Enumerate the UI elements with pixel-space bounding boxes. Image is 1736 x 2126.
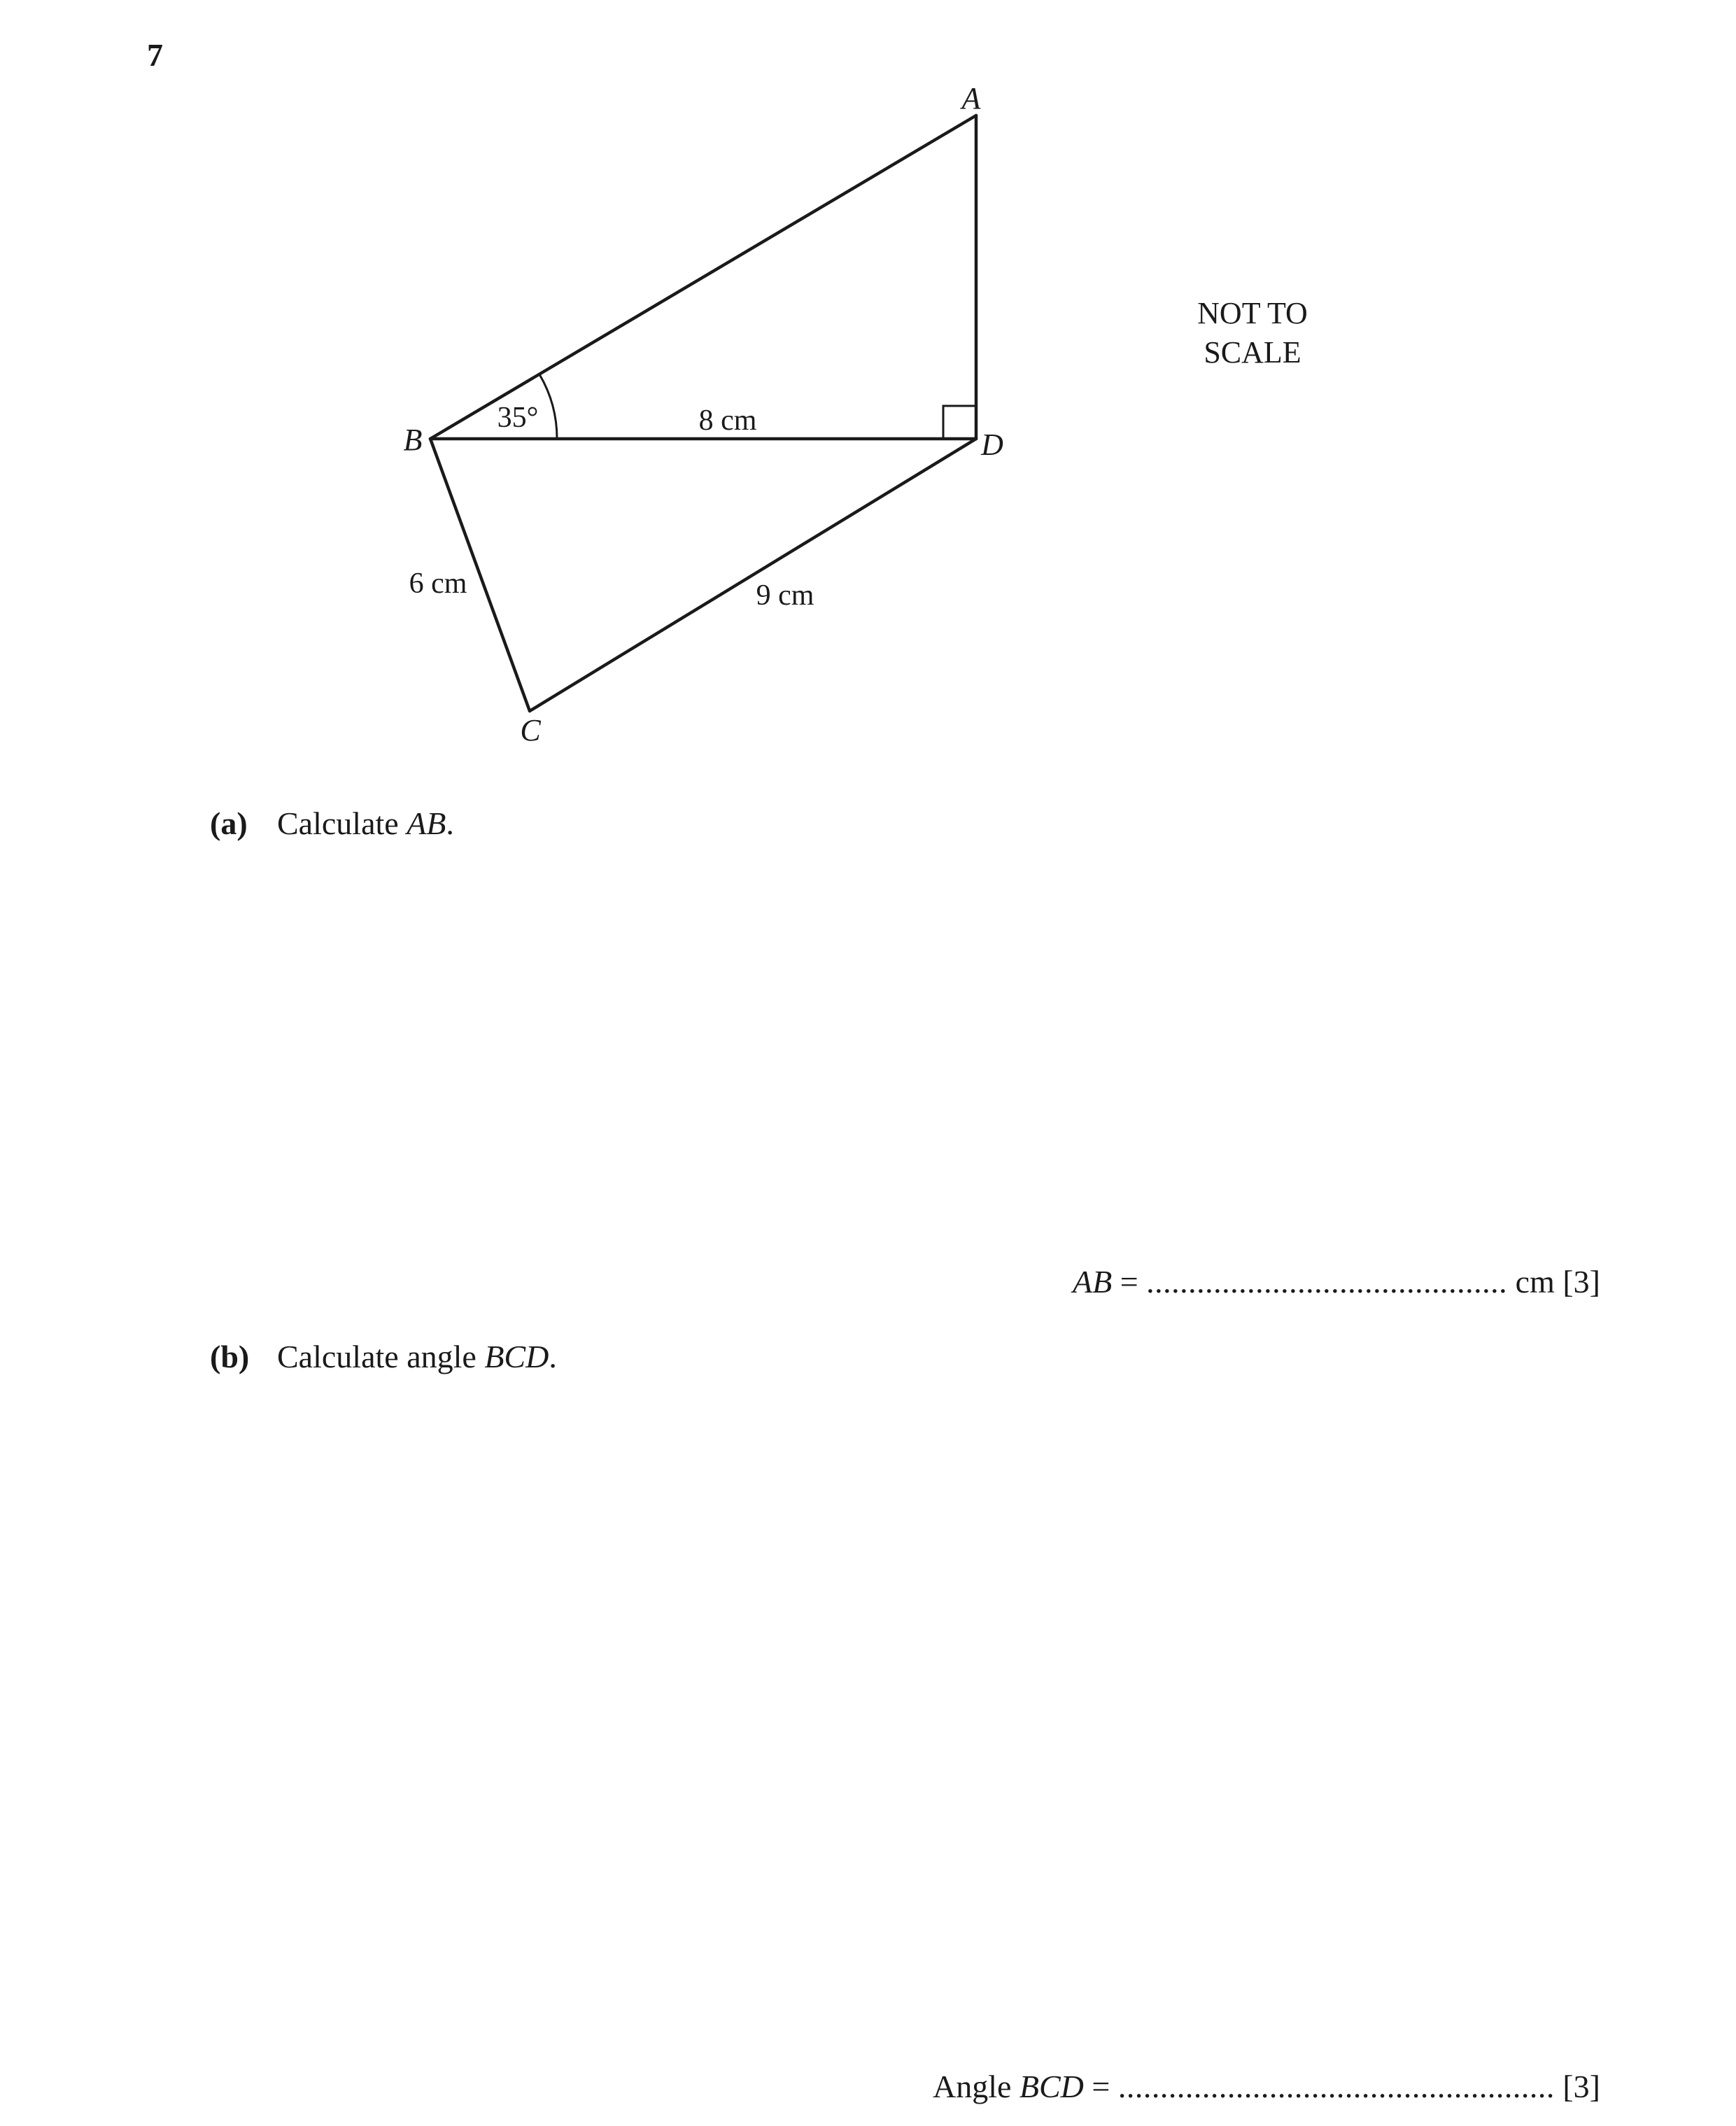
- part-b-text-prefix: Calculate angle: [277, 1339, 485, 1374]
- angle-arc-b: [539, 374, 557, 439]
- part-a-answer-eq: =: [1112, 1264, 1147, 1300]
- part-a-label: (a): [210, 805, 248, 841]
- vertex-label-b: B: [403, 423, 423, 457]
- part-a-answer-var: AB: [1073, 1264, 1113, 1300]
- side-label-cd: 9 cm: [756, 579, 814, 612]
- part-b-question: [210, 1338, 557, 1375]
- part-a-answer-unit-marks: cm [3]: [1507, 1264, 1600, 1300]
- part-b-answer-eq: =: [1083, 2069, 1118, 2104]
- right-angle-marker: [943, 406, 976, 439]
- part-b-answer-var: BCD: [1019, 2069, 1084, 2104]
- note-line-2: SCALE: [1204, 335, 1301, 369]
- side-label-bc: 6 cm: [409, 568, 467, 600]
- triangle-diagram: [0, 0, 1736, 784]
- part-a-text-prefix: Calculate: [277, 805, 407, 841]
- vertex-label-c: C: [520, 713, 541, 747]
- part-b-answer-line[interactable]: [933, 2068, 1600, 2105]
- not-to-scale-note: [1183, 294, 1322, 372]
- part-a-question: [210, 805, 454, 842]
- part-a-text-suffix: .: [446, 805, 454, 841]
- note-line-1: NOT TO: [1197, 296, 1308, 330]
- vertex-label-a: A: [961, 81, 981, 115]
- part-a-text-var: AB: [407, 805, 446, 841]
- part-a-answer-blank[interactable]: ...........................................: [1146, 1264, 1508, 1300]
- part-b-answer-blank[interactable]: ....................................................: [1117, 2069, 1555, 2104]
- side-label-bd: 8 cm: [698, 404, 757, 437]
- part-b-text-suffix: .: [549, 1339, 557, 1374]
- part-b-answer-marks: [3]: [1554, 2069, 1600, 2104]
- part-a-answer-line[interactable]: [1073, 1263, 1600, 1300]
- part-b-text-var: BCD: [484, 1339, 549, 1374]
- vertex-label-d: D: [981, 428, 1003, 462]
- edge-ab: [430, 115, 976, 439]
- angle-label-b: 35°: [497, 402, 539, 434]
- edge-cd: [530, 439, 976, 711]
- part-b-answer-prefix: Angle: [932, 2069, 1019, 2104]
- part-b-label: (b): [210, 1339, 250, 1374]
- question-number: 7: [147, 37, 163, 73]
